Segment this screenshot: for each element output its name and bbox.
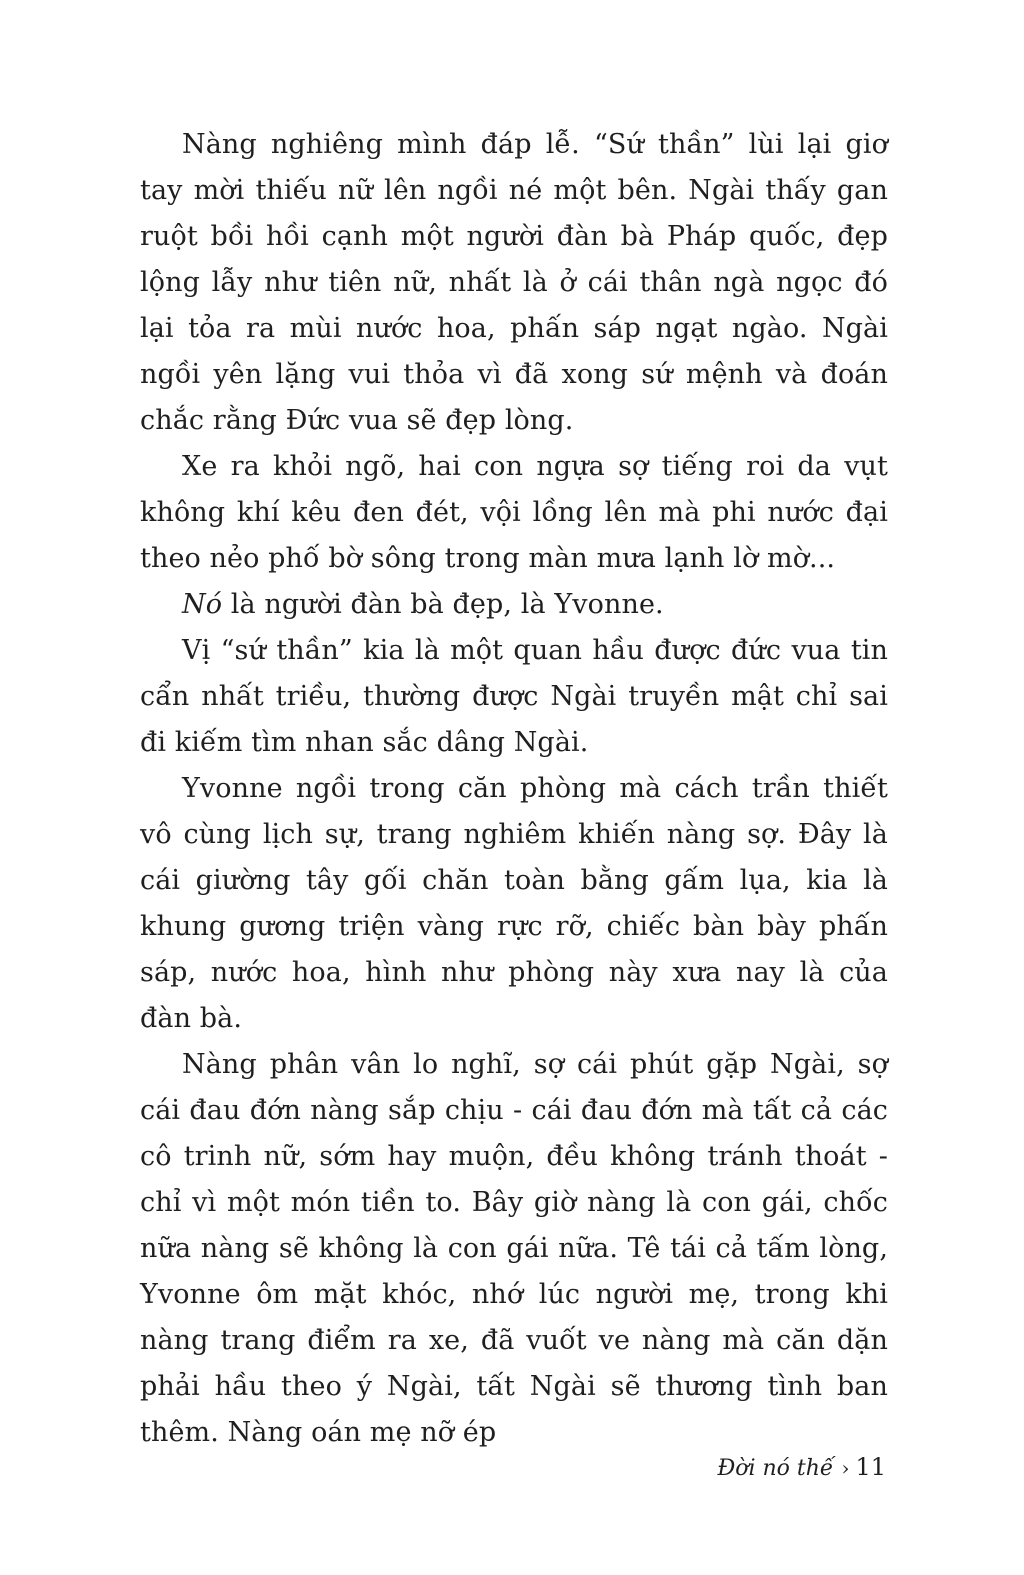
page-footer xyxy=(717,1452,886,1484)
page-number: 11 xyxy=(855,1453,886,1481)
paragraph: Nàng phân vân lo nghĩ, sợ cái phút gặp Ngài, sợ cái đau đớn nàng sắp chịu - cái đau đớn mà tất cả các cô trinh nữ, sớm hay muộn, đều không tránh thoát - chỉ vì một món tiền to. Bây giờ nàng là con gái, chốc nữa nàng sẽ không là con gái nữa. Tê tái cả tấm lòng, Yvonne ôm mặt khóc, nhớ lúc người mẹ, trong khi nàng trang điểm ra xe, đã vuốt ve nàng mà căn dặn phải hầu theo ý Ngài, tất Ngài sẽ thương tình ban thêm. Nàng oán mẹ nỡ ép xyxy=(140,1049,888,1448)
paragraph-text: là người đàn bà đẹp, là Yvonne. xyxy=(222,589,664,620)
paragraph: Xe ra khỏi ngõ, hai con ngựa sợ tiếng roi da vụt không khí kêu đen đét, vội lồng lên mà phi nước đại theo nẻo phố bờ sông trong màn mưa lạnh lờ mờ... xyxy=(140,451,888,574)
footer-separator-icon: › xyxy=(841,1456,850,1480)
body-text xyxy=(140,122,888,1456)
running-book-title: Đời nó thế xyxy=(717,1456,834,1481)
paragraph: Vị “sứ thần” kia là một quan hầu được đức vua tin cẩn nhất triều, thường được Ngài truyền mật chỉ sai đi kiếm tìm nhan sắc dâng Ngài. xyxy=(140,635,888,758)
paragraph: Nàng nghiêng mình đáp lễ. “Sứ thần” lùi lại giơ tay mời thiếu nữ lên ngồi né một bên. Ngài thấy gan ruột bồi hồi cạnh một người đàn bà Pháp quốc, đẹp lộng lẫy như tiên nữ, nhất là ở cái thân ngà ngọc đó lại tỏa ra mùi nước hoa, phấn sáp ngạt ngào. Ngài ngồi yên lặng vui thỏa vì đã xong sứ mệnh và đoán chắc rằng Đức vua sẽ đẹp lòng. xyxy=(140,129,888,436)
paragraph: Yvonne ngồi trong căn phòng mà cách trần thiết vô cùng lịch sự, trang nghiêm khiến nàng sợ. Đây là cái giường tây gối chăn toàn bằng gấm lụa, kia là khung gương triện vàng rực rỡ, chiếc bàn bày phấn sáp, nước hoa, hình như phòng này xưa nay là của đàn bà. xyxy=(140,773,888,1034)
paragraph xyxy=(140,582,888,628)
emphasized-word: Nó xyxy=(182,589,223,620)
